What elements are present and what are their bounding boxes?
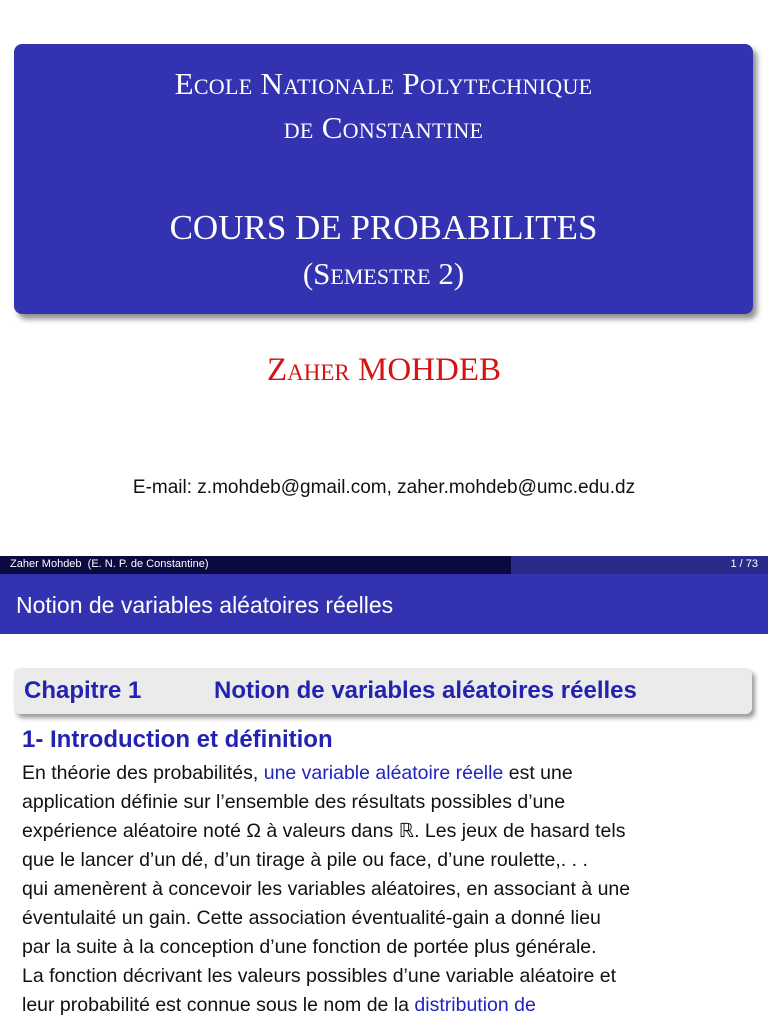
text-run: leur probabilité est connue sous le nom de la xyxy=(22,994,415,1016)
author-email: E-mail: z.mohdeb@gmail.com, zaher.mohdeb@umc.edu.dz xyxy=(132,477,636,498)
text-line: que le lancer d’un dé, d’un tirage à pile ou face, d’une roulette,. . . xyxy=(22,849,588,871)
footline xyxy=(0,556,768,574)
section-title: 1- Introduction et définition xyxy=(22,726,333,753)
chapter-number: Chapitre 1 xyxy=(24,677,142,704)
text-line: La fonction décrivant les valeurs possibles d’une variable aléatoire et xyxy=(22,965,617,987)
text-line: qui amenèrent à concevoir les variables aléatoires, en associant à une xyxy=(22,878,631,900)
text-line: application définie sur l’ensemble des résultats possibles d’une xyxy=(22,791,566,813)
text-line xyxy=(22,991,752,1020)
chapter-title: Notion de variables aléatoires réelles xyxy=(214,677,637,704)
term-distribution-link[interactable]: distribution de xyxy=(414,994,536,1016)
school-name xyxy=(14,62,753,150)
frame-title-bar xyxy=(0,574,768,634)
footline-author: Zaher Mohdeb (E. N. P. de Constantine) xyxy=(10,558,209,570)
title-block xyxy=(14,44,753,314)
school-line2: de Constantine xyxy=(283,110,484,145)
author-last-name: MOHDEB xyxy=(358,352,502,388)
page-number: 1 / 73 xyxy=(730,558,758,570)
text-line xyxy=(22,759,752,788)
term-variable-aleatoire-link[interactable]: une variable aléatoire réelle xyxy=(263,762,504,784)
text-run: En théorie des probabilités, xyxy=(22,762,264,784)
text-line: par la suite à la conception d’une fonction de portée plus générale. xyxy=(22,936,597,958)
body-paragraph xyxy=(22,759,752,1020)
course-title: COURS DE PROBABILITES xyxy=(169,208,598,247)
text-line: éventulaité un gain. Cette association éventualité-gain a donné lieu xyxy=(22,907,601,929)
author-first-name: Zaher xyxy=(266,352,350,388)
author-name xyxy=(0,350,768,390)
school-line1: Ecole Nationale Polytechnique xyxy=(174,66,593,101)
chapter-heading xyxy=(14,668,752,714)
frame-title: Notion de variables aléatoires réelles xyxy=(16,592,394,618)
semester-label: (Semestre 2) xyxy=(302,256,465,291)
footline-author-panel xyxy=(0,556,511,574)
text-line: expérience aléatoire noté Ω à valeurs dans ℝ. Les jeux de hasard tels xyxy=(22,820,626,842)
text-run: est une xyxy=(503,762,573,784)
